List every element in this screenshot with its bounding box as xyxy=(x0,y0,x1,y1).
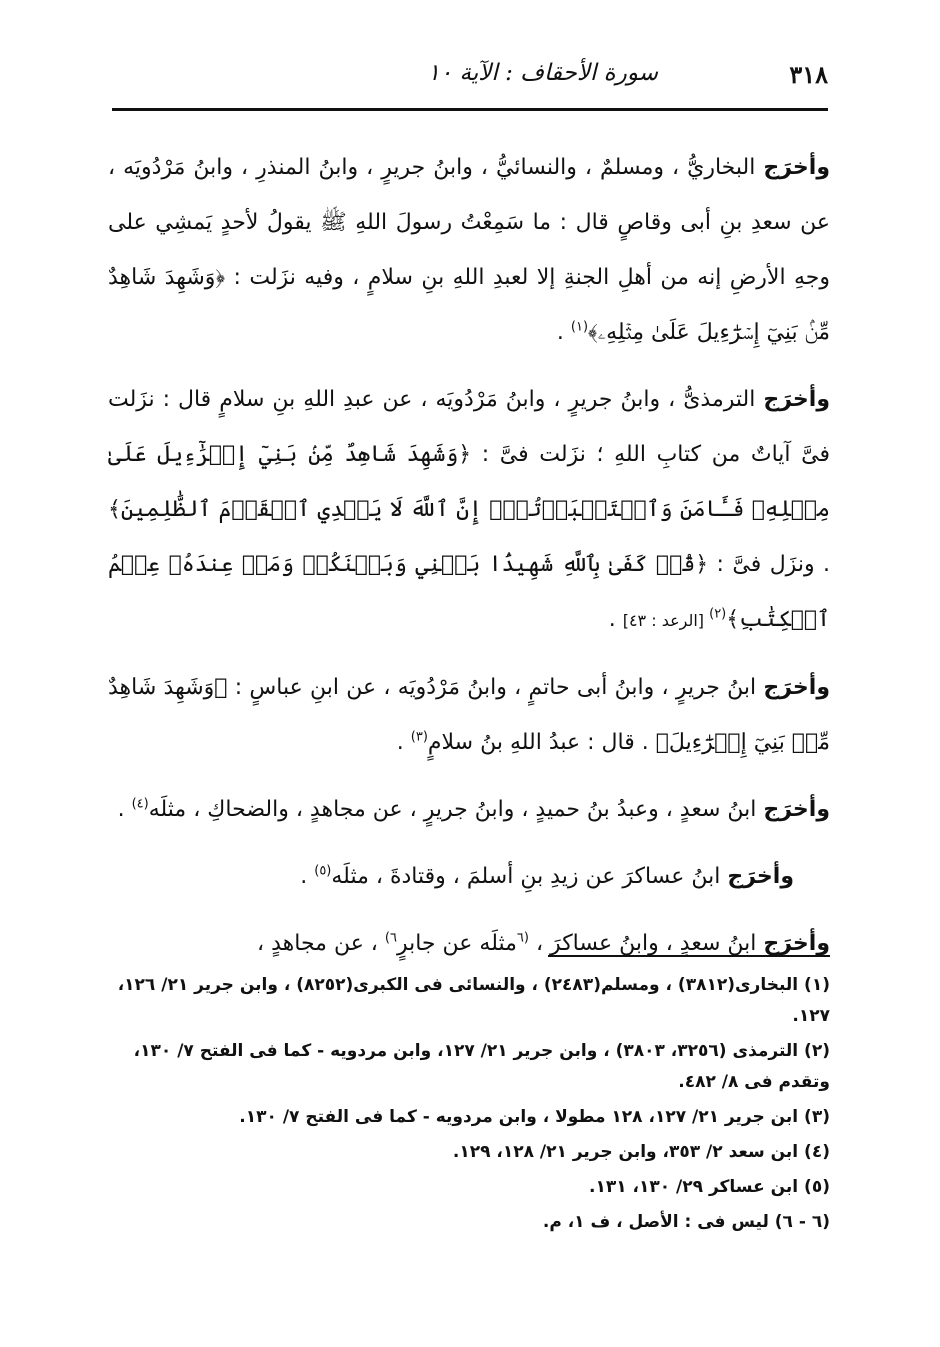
paragraph-text: ابنُ عساكرَ عن زيدِ بنِ أسلمَ ، وقتادةَ ، مثلَه xyxy=(331,864,728,889)
paragraph-text-2: . ونزَل فىَّ : xyxy=(708,552,831,577)
paragraph-tail: . xyxy=(396,730,411,755)
paragraph-text-2: . قال : عبدُ اللهِ بنُ سلامٍ xyxy=(427,730,656,755)
paragraph-text: ابنُ سعدٍ ، وعبدُ بنُ حميدٍ ، وابنُ جريرٍ ، عن مجاهدٍ ، والضحاكِ ، مثلَه xyxy=(148,797,764,822)
paragraph-tail: ، عن مجاهدٍ ، xyxy=(257,931,385,956)
running-title: سورة الأحقاف : الآية ١٠ xyxy=(427,60,658,86)
paragraph-3 xyxy=(108,660,830,770)
quran-verse-2: ﴿قُلۡ كَفَىٰ بِٱللَّهِ شَهِيدَۢا بَيۡنِي وَبَيۡنَكُمۡ وَمَنۡ عِندَهُۥ عِلۡمُ ٱلۡكِتَٰبِ﴾ xyxy=(108,552,830,632)
paragraph-lead: وأخرَج xyxy=(763,931,830,956)
running-header xyxy=(112,48,828,98)
paragraph-text: ابنُ جريرٍ ، وابنُ أبى حاتمٍ ، وابنُ مَرْدُويَه ، عن ابنِ عباسٍ : xyxy=(227,675,764,700)
page-number: ٣١٨ xyxy=(789,60,828,89)
footnote-ref: (٢) xyxy=(709,606,727,622)
paragraph-text: البخاريُّ ، ومسلمٌ ، والنسائيُّ ، وابنُ جريرٍ ، وابنُ المنذرِ ، وابنُ مَرْدُويَه ، عن سعدِ بنِ أبى وقاصٍ قال : ما سَمِعْتُ رسولَ اللهِ ﷺ يقولُ لأحدٍ يَمشِي على وجهِ الأرضِ إنه من أهلِ الجنةِ إلا لعبدِ اللهِ بنِ سلامٍ ، وفيه نزَلت : xyxy=(108,155,830,290)
paragraph-lead: وأخرَج xyxy=(763,797,830,822)
footnote-5: (٥) ابن عساكر ٢٩/ ١٣٠، ١٣١. xyxy=(588,1177,830,1197)
paragraph-lead: وأخرَج xyxy=(763,155,830,180)
quran-verse: ﴿وَشَهِدَ شَاهِدٌ مِّنۢ بَنِيٓ إِسۡرَٰٓءِيلَ عَلَىٰ مِثۡلِهِۦ﴾ xyxy=(108,265,830,345)
footnote-2: (٢) الترمذى (٣٢٥٦، ٣٨٠٣) ، وابن جرير ٢١/ ١٢٧، وابن مردويه - كما فى الفتح ٧/ ١٣٠، وتقدم فى ٨/ ٤٨٢. xyxy=(133,1041,830,1092)
main-text xyxy=(108,140,830,983)
paragraph-lead: وأخرَج xyxy=(727,864,794,889)
quran-verse: ﴿وَشَهِدَ شَاهِدٌ مِّنۢ بَنِيٓ إِسۡرَٰٓءِيلَ عَلَىٰ مِثۡلِهِۦ فَـَٔامَنَ وَٱسۡتَكۡبَرۡتُمۡۚ إِنَّ ٱللَّهَ لَا يَهۡدِي ٱلۡقَوۡمَ ٱلظَّٰلِمِينَ﴾ xyxy=(108,442,830,522)
verse-citation: [الرعد : ٤٣] xyxy=(622,611,710,630)
footnote-3: (٣) ابن جرير ٢١/ ١٢٧، ١٢٨ مطولا ، وابن مردويه - كما فى الفتح ٧/ ١٣٠. xyxy=(239,1107,830,1127)
paragraph-text-2: مثلَه عن جابرٍ xyxy=(396,931,517,956)
paragraph-text: الترمذىُّ ، وابنُ جريرٍ ، وابنُ مَرْدُويَه ، عن عبدِ اللهِ بنِ سلامٍ قال : نزَلت فىَّ آياتٌ من كتابِ اللهِ ؛ نزَلت فىَّ : xyxy=(108,387,831,467)
paragraph-tail: . xyxy=(608,607,623,632)
paragraph-6 xyxy=(108,916,830,971)
paragraph-2 xyxy=(108,372,830,648)
paragraph-lead: وأخرَج xyxy=(763,675,830,700)
paragraph-tail: . xyxy=(300,864,315,889)
paragraph-tail: . xyxy=(556,320,571,345)
paragraph-1 xyxy=(108,140,830,360)
footnote-ref: (٤) xyxy=(131,796,149,812)
footnote-ref: (١) xyxy=(570,319,589,335)
paragraph-4 xyxy=(108,782,830,837)
paragraph-text: ابنُ سعدٍ ، وابنُ عساكرَ ، xyxy=(528,931,764,956)
footnote-6: (٦ - ٦) ليس فى : الأصل ، ف ١، م. xyxy=(542,1212,830,1232)
header-rule xyxy=(112,108,828,111)
quran-verse: ﴿وَشَهِدَ شَاهِدٌ مِّنۢ بَنِيٓ إِسۡرَٰٓءِيلَ﴾ xyxy=(108,675,830,755)
footnote-rule xyxy=(548,955,830,957)
footnote-ref: (٣) xyxy=(410,729,428,745)
footnote-ref-open: (٦ xyxy=(516,930,529,946)
footnote-ref-close: ٦) xyxy=(384,930,397,946)
footnote-1: (١) البخارى(٣٨١٢) ، ومسلم(٢٤٨٣) ، والنسائى فى الكبرى(٨٢٥٢) ، وابن جرير ٢١/ ١٢٦، ١٢٧. xyxy=(117,975,830,1026)
footnote-4: (٤) ابن سعد ٢/ ٣٥٣، وابن جرير ٢١/ ١٢٨، ١٢٩. xyxy=(452,1142,830,1162)
paragraph-lead: وأخرَج xyxy=(763,387,830,412)
paragraph-5 xyxy=(108,849,830,904)
footnotes xyxy=(108,970,830,1242)
footnote-ref: (٥) xyxy=(314,863,332,879)
paragraph-tail: . xyxy=(117,797,132,822)
